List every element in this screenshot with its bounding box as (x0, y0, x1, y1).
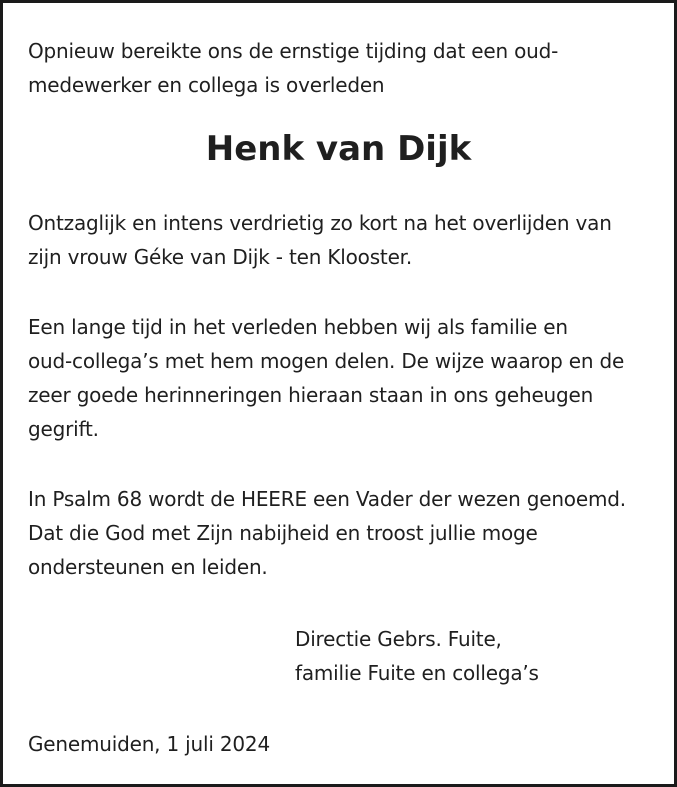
paragraph-condolence (28, 206, 658, 274)
signature-line: Directie Gebrs. Fuite, (295, 627, 502, 651)
signature-line: familie Fuite en collega’s (295, 661, 539, 685)
paragraph-line: zeer goede herinneringen hieraan staan in ons geheugen (28, 383, 594, 407)
signature-block (295, 622, 655, 690)
paragraph-line: gegrift. (28, 417, 99, 441)
paragraph-memories (28, 310, 658, 446)
intro-line: medewerker en collega is overleden (28, 73, 385, 97)
paragraph-line: ondersteunen en leiden. (28, 555, 268, 579)
intro-line: Opnieuw bereikte ons de ernstige tijding dat een oud- (28, 39, 559, 63)
paragraph-line: Ontzaglijk en intens verdrietig zo kort na het overlijden van (28, 211, 612, 235)
paragraph-psalm (28, 482, 658, 584)
paragraph-line: zijn vrouw Géke van Dijk - ten Klooster. (28, 245, 413, 269)
paragraph-line: Een lange tijd in het verleden hebben wij als familie en (28, 315, 568, 339)
intro-text (28, 34, 658, 102)
paragraph-line: In Psalm 68 wordt de HEERE een Vader der wezen genoemd. (28, 487, 626, 511)
deceased-name: Henk van Dijk (205, 129, 472, 169)
paragraph-line: oud-collega’s met hem mogen delen. De wijze waarop en de (28, 349, 625, 373)
place-and-date: Genemuiden, 1 juli 2024 (28, 732, 270, 756)
paragraph-line: Dat die God met Zijn nabijheid en troost jullie moge (28, 521, 538, 545)
